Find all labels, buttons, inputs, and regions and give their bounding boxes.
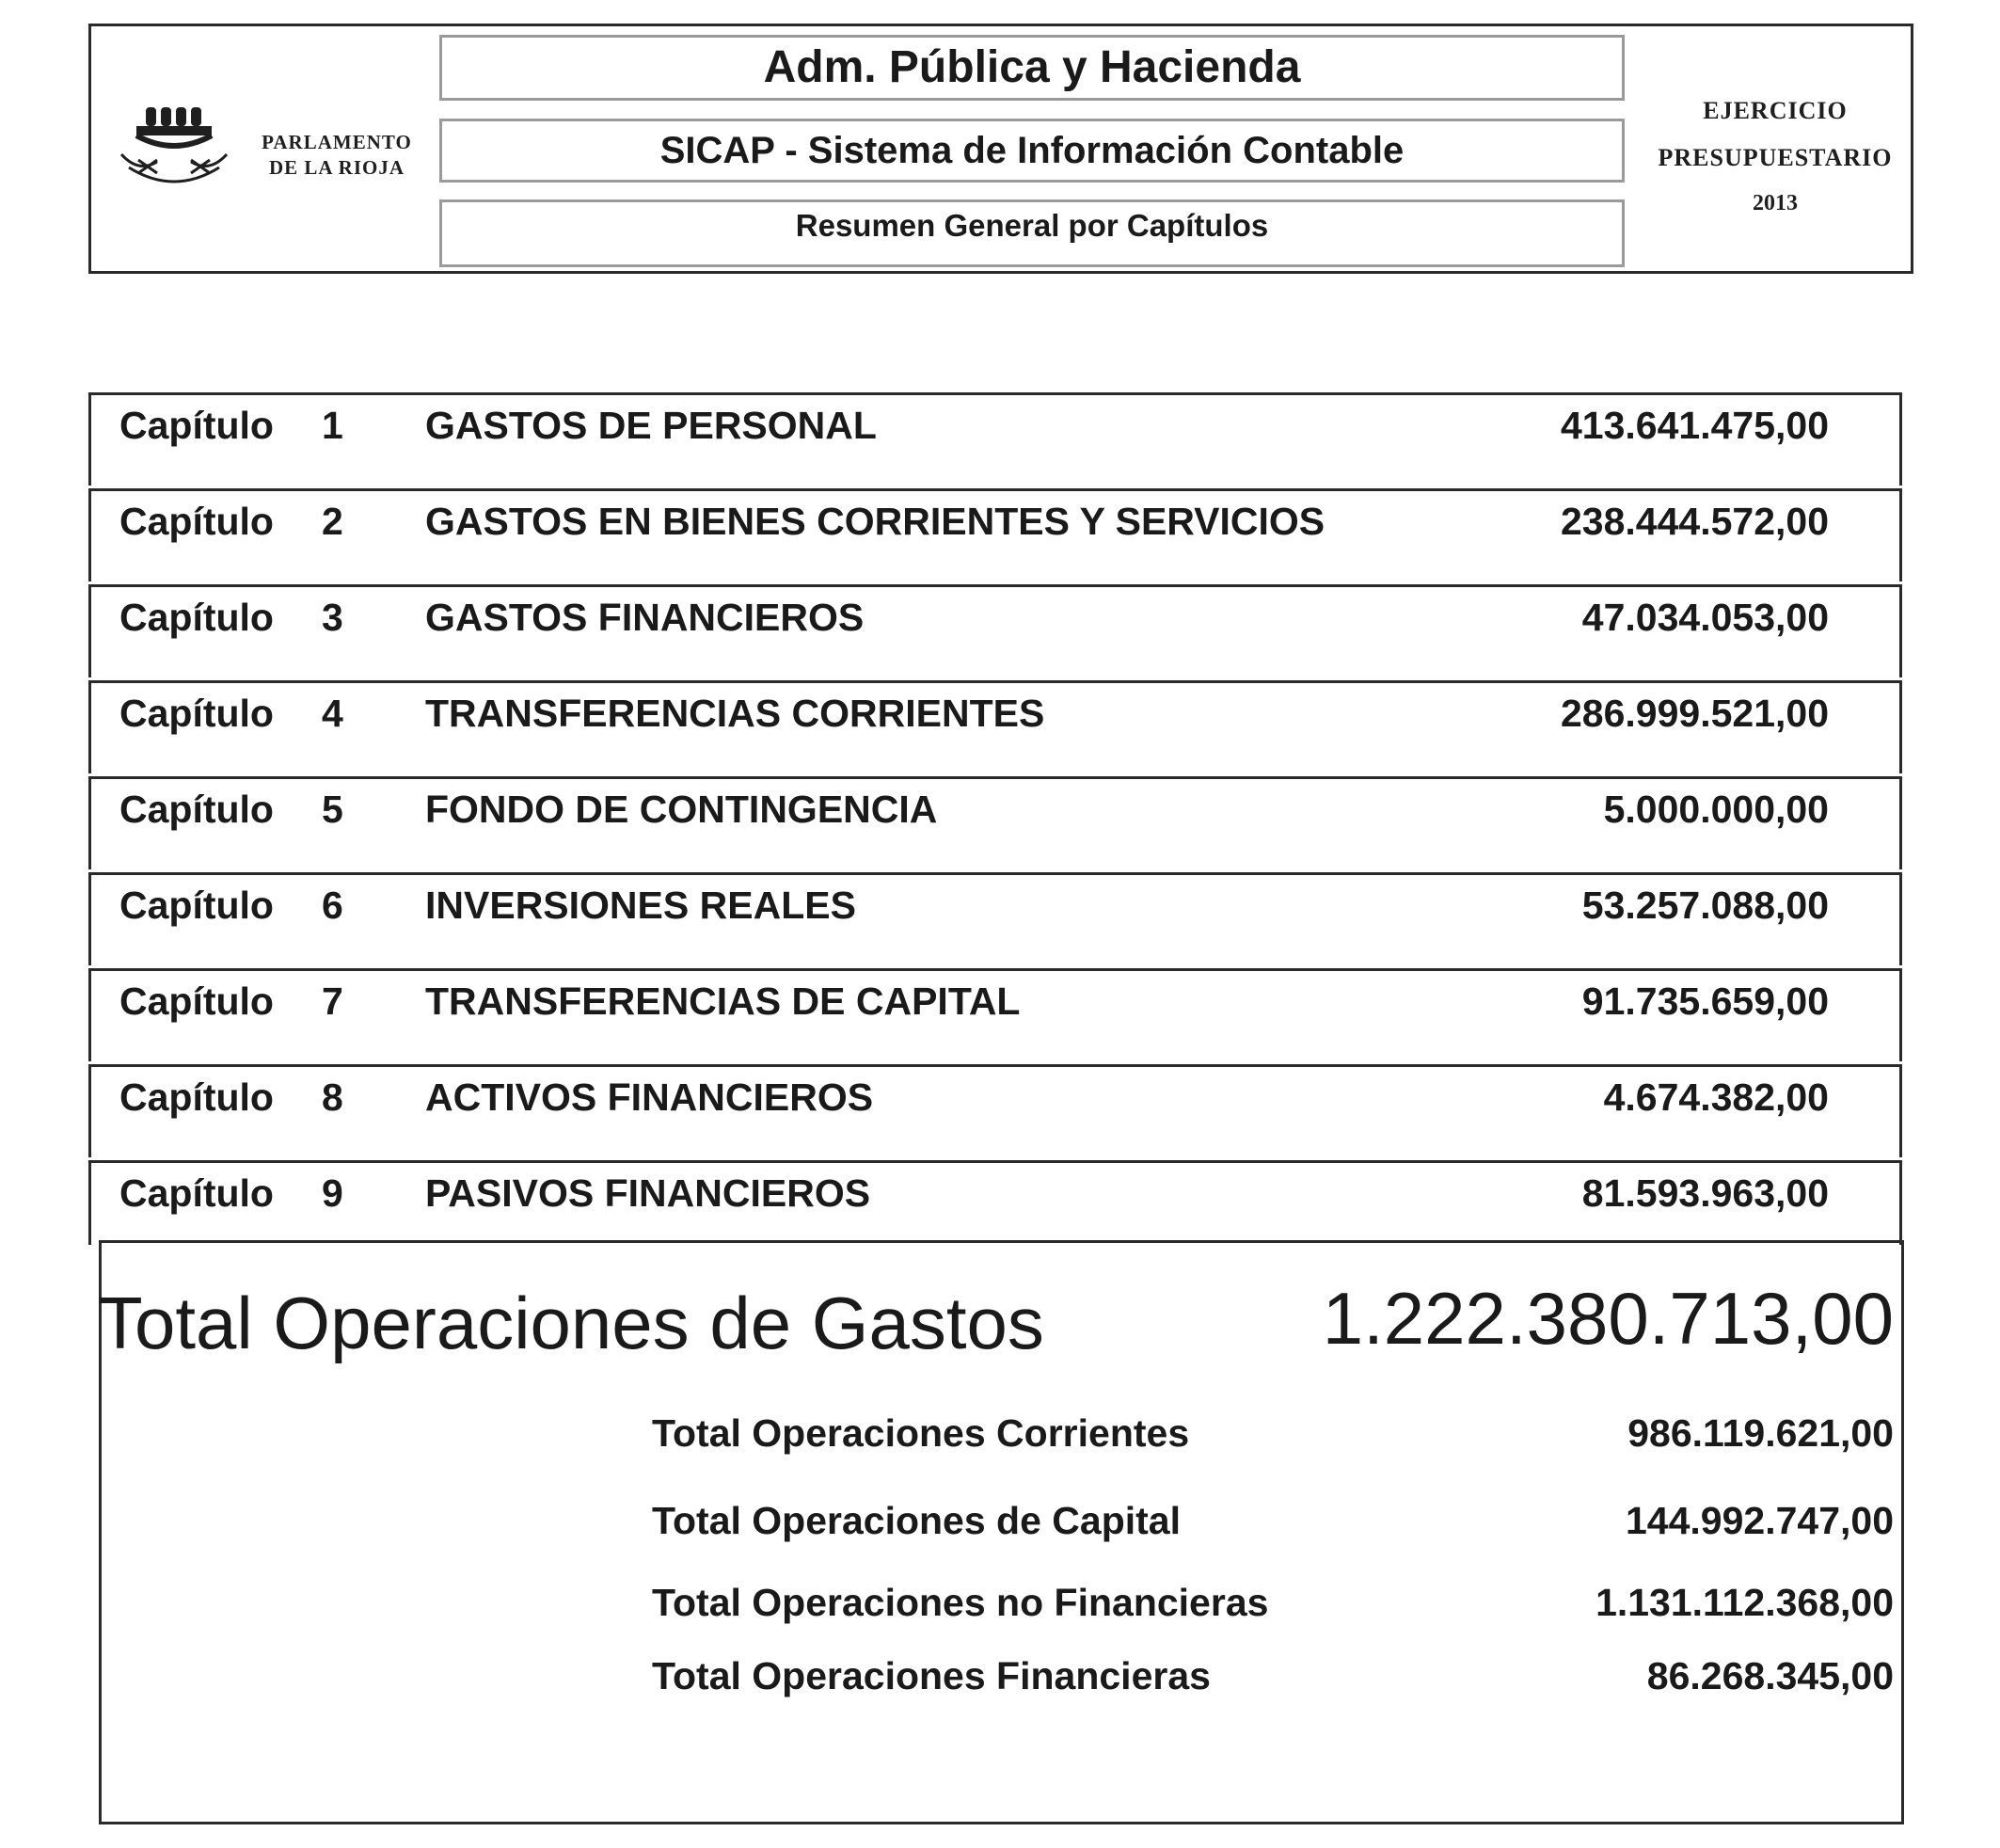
- chapter-label: Capítulo: [119, 980, 274, 1023]
- chapter-label: Capítulo: [119, 884, 274, 927]
- grand-total-amount: 1.222.380.713,00: [1322, 1277, 1894, 1360]
- chapter-row: [88, 872, 1902, 965]
- subtotal-amount: 86.268.345,00: [1646, 1654, 1894, 1697]
- subtotal-row: [102, 1648, 1901, 1704]
- chapter-amount: 286.999.521,00: [1561, 692, 1829, 735]
- chapter-description: INVERSIONES REALES: [425, 884, 856, 927]
- chapter-label: Capítulo: [119, 404, 274, 447]
- chapter-label: Capítulo: [119, 596, 274, 639]
- chapter-amount: 81.593.963,00: [1581, 1171, 1829, 1215]
- chapter-list: [88, 392, 1902, 1248]
- subtotal-label: Total Operaciones de Capital: [652, 1499, 1181, 1542]
- subtotal-row: [102, 1574, 1901, 1631]
- subtotal-label: Total Operaciones Corrientes: [652, 1411, 1190, 1455]
- chapter-amount: 53.257.088,00: [1581, 884, 1829, 927]
- chapter-number: 3: [322, 596, 343, 639]
- chapter-row: [88, 584, 1902, 677]
- chapter-number: 6: [322, 884, 343, 927]
- subtotal-amount: 986.119.621,00: [1627, 1411, 1894, 1455]
- chapter-number: 8: [322, 1075, 343, 1119]
- subtotal-row: [102, 1405, 1901, 1461]
- ejercicio-label: EJERCICIO: [1703, 97, 1848, 124]
- chapter-row: [88, 1160, 1902, 1245]
- chapter-row: [88, 1064, 1902, 1157]
- chapter-row: [88, 488, 1902, 581]
- chapter-label: Capítulo: [119, 500, 274, 543]
- chapter-number: 9: [322, 1171, 343, 1215]
- subtotal-label: Total Operaciones no Financieras: [652, 1581, 1269, 1624]
- chapter-row: [88, 776, 1902, 869]
- report-header: [88, 24, 1913, 274]
- chapter-amount: 238.444.572,00: [1561, 500, 1829, 543]
- chapter-row: [88, 392, 1902, 486]
- chapter-row: [88, 968, 1902, 1061]
- chapter-number: 7: [322, 980, 343, 1023]
- subtotal-row: [102, 1492, 1901, 1549]
- totals-box: [99, 1240, 1904, 1824]
- logo-text: [247, 130, 426, 181]
- chapter-number: 4: [322, 692, 343, 735]
- report-title: Resumen General por Capítulos: [439, 199, 1625, 267]
- chapter-number: 2: [322, 500, 343, 543]
- chapter-row: [88, 680, 1902, 773]
- system-subtitle: SICAP - Sistema de Información Contable: [439, 119, 1625, 183]
- chapter-label: Capítulo: [119, 1171, 274, 1215]
- chapter-description: GASTOS FINANCIEROS: [425, 596, 865, 639]
- chapter-amount: 47.034.053,00: [1581, 596, 1829, 639]
- chapter-description: TRANSFERENCIAS CORRIENTES: [425, 692, 1045, 735]
- fiscal-year: 2013: [1753, 191, 1798, 215]
- chapter-number: 5: [322, 788, 343, 831]
- fiscal-year-block: [1634, 88, 1916, 225]
- subtotal-amount: 1.131.112.368,00: [1595, 1581, 1894, 1624]
- chapter-label: Capítulo: [119, 788, 274, 831]
- parliament-emblem-icon: [119, 102, 242, 205]
- chapter-description: PASIVOS FINANCIEROS: [425, 1171, 871, 1215]
- chapter-description: ACTIVOS FINANCIEROS: [425, 1075, 874, 1119]
- chapter-amount: 91.735.659,00: [1581, 980, 1829, 1023]
- chapter-description: TRANSFERENCIAS DE CAPITAL: [425, 980, 1021, 1023]
- chapter-description: GASTOS DE PERSONAL: [425, 404, 877, 447]
- logo-line1: PARLAMENTO: [262, 131, 412, 153]
- chapter-amount: 413.641.475,00: [1561, 404, 1829, 447]
- subtotal-amount: 144.992.747,00: [1626, 1499, 1894, 1542]
- parliament-logo: [119, 102, 421, 205]
- presupuestario-label: PRESUPUESTARIO: [1658, 144, 1893, 171]
- chapter-amount: 4.674.382,00: [1603, 1075, 1829, 1119]
- department-title: Adm. Pública y Hacienda: [439, 35, 1625, 101]
- chapter-number: 1: [322, 404, 343, 447]
- logo-line2: DE LA RIOJA: [268, 156, 405, 179]
- subtotal-label: Total Operaciones Financieras: [652, 1654, 1211, 1697]
- chapter-description: FONDO DE CONTINGENCIA: [425, 788, 938, 831]
- chapter-label: Capítulo: [119, 692, 274, 735]
- grand-total-label: Total Operaciones de Gastos: [98, 1282, 1044, 1364]
- chapter-amount: 5.000.000,00: [1603, 788, 1829, 831]
- chapter-description: GASTOS EN BIENES CORRIENTES Y SERVICIOS: [425, 500, 1325, 543]
- chapter-label: Capítulo: [119, 1075, 274, 1119]
